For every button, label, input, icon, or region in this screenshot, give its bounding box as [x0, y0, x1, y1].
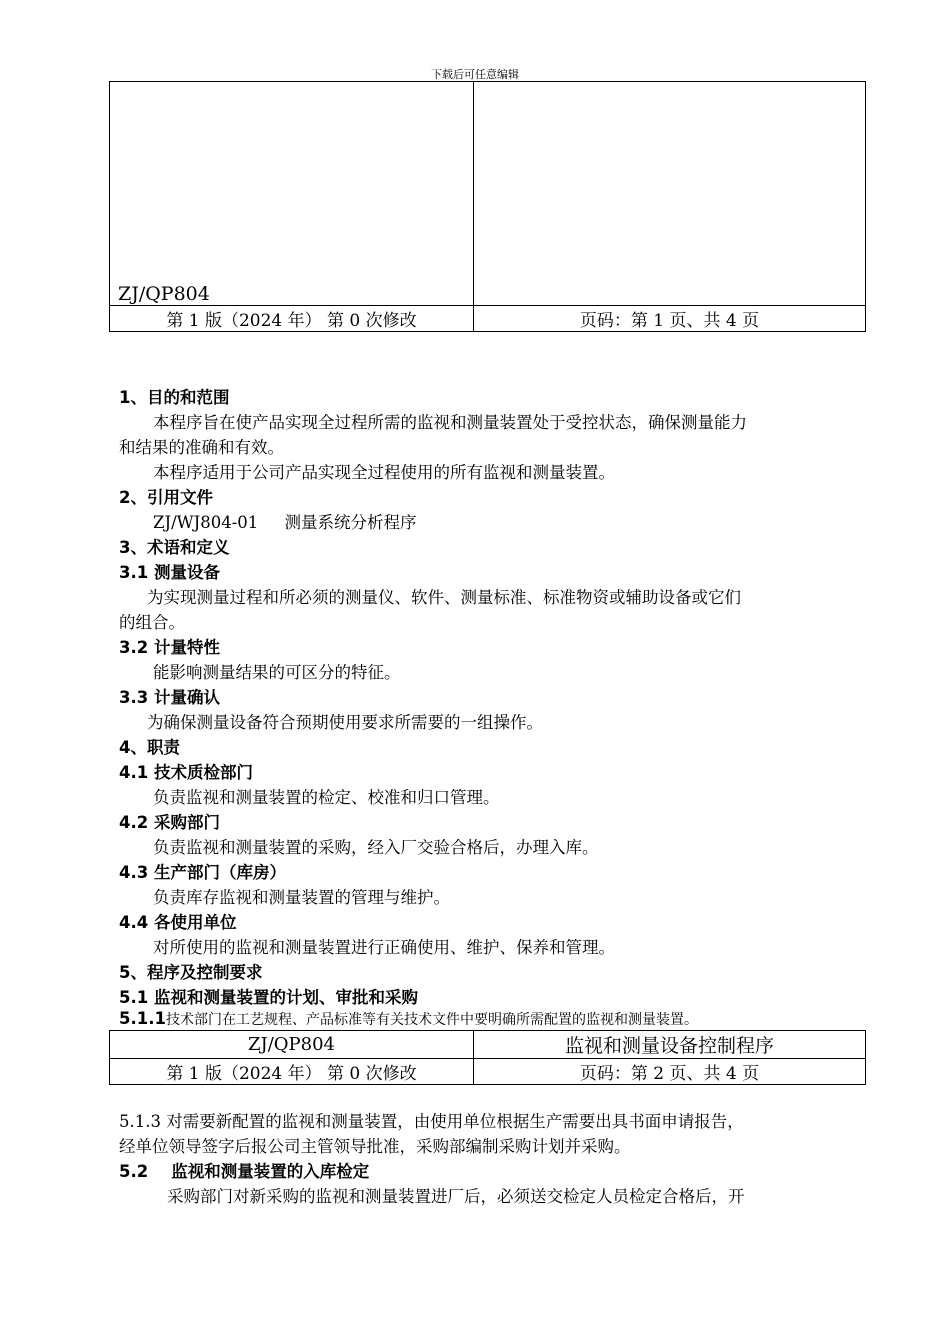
section-2-title: 2、引用文件 [119, 488, 213, 507]
section-3-2-title: 3.2 计量特性 [119, 638, 220, 657]
section-5-2-title: 5.2 监视和测量装置的入库检定 [119, 1162, 370, 1181]
watermark: 下载后可任意编辑 [431, 68, 519, 81]
section-4-4-text: 对所使用的监视和测量装置进行正确使用、维护、保养和管理。 [153, 938, 615, 957]
page-number-cell-2: 页码：第 2 页、共 4 页 [474, 1059, 866, 1085]
section-5-1-1-number: 5.1.1 [119, 1009, 166, 1028]
section-4-title: 4、职责 [119, 738, 180, 757]
header-table-page1 [109, 81, 866, 332]
section-4-3-title: 4.3 生产部门（库房） [119, 863, 286, 882]
section-5-2-text: 采购部门对新采购的监视和测量装置进厂后，必须送交检定人员检定合格后，开 [167, 1187, 745, 1206]
section-3-2-text: 能影响测量结果的可区分的特征。 [153, 663, 401, 682]
page-number-cell: 页码：第 1 页、共 4 页 [474, 306, 866, 332]
section-5-1-title: 5.1 监视和测量装置的计划、审批和采购 [119, 988, 418, 1007]
section-4-1-title: 4.1 技术质检部门 [119, 763, 253, 782]
section-1-para-1-cont: 和结果的准确和有效。 [119, 438, 284, 457]
section-3-title: 3、术语和定义 [119, 538, 230, 557]
section-1-title: 1、目的和范围 [119, 388, 230, 407]
section-4-2-title: 4.2 采购部门 [119, 813, 220, 832]
header-blank-cell [474, 82, 866, 306]
section-5-title: 5、程序及控制要求 [119, 963, 263, 982]
doc-number-cell-2: ZJ/QP804 [110, 1031, 474, 1059]
doc-title-cell: 监视和测量设备控制程序 [474, 1031, 866, 1059]
section-4-4-title: 4.4 各使用单位 [119, 913, 237, 932]
section-1-para-2: 本程序适用于公司产品实现全过程使用的所有监视和测量装置。 [153, 463, 615, 482]
section-3-3-text: 为确保测量设备符合预期使用要求所需要的一组操作。 [147, 713, 543, 732]
section-3-3-title: 3.3 计量确认 [119, 688, 220, 707]
doc-number-cell [110, 82, 474, 306]
section-5-1-1-text: 技术部门在工艺规程、产品标准等有关技术文件中要明确所需配置的监视和测量装置。 [165, 1012, 698, 1028]
section-4-2-text: 负责监视和测量装置的采购，经入厂交验合格后，办理入库。 [153, 838, 599, 857]
doc-number: ZJ/QP804 [118, 283, 210, 305]
edition-cell-2: 第 1 版（2024 年） 第 0 次修改 [110, 1059, 474, 1085]
section-1-para-1: 本程序旨在使产品实现全过程所需的监视和测量装置处于受控状态，确保测量能力 [153, 413, 747, 432]
section-5-1-3-text: 5.1.3 对需要新配置的监视和测量装置，由使用单位根据生产需要出具书面申请报告， [119, 1112, 744, 1131]
section-3-1-text-cont: 的组合。 [119, 613, 185, 632]
section-3-1-text: 为实现测量过程和所必须的测量仪、软件、测量标准、标准物资或辅助设备或它们 [147, 588, 741, 607]
section-4-1-text: 负责监视和测量装置的检定、校准和归口管理。 [153, 788, 500, 807]
section-5-1-1 [119, 1009, 859, 1029]
section-2-reference: ZJ/WJ804-01 测量系统分析程序 [153, 513, 417, 532]
edition-cell: 第 1 版（2024 年） 第 0 次修改 [110, 306, 474, 332]
section-4-3-text: 负责库存监视和测量装置的管理与维护。 [153, 888, 450, 907]
section-3-1-title: 3.1 测量设备 [119, 563, 220, 582]
section-5-1-3-text-cont: 经单位领导签字后报公司主管领导批准，采购部编制采购计划并采购。 [119, 1137, 631, 1156]
header-table-page2 [109, 1030, 866, 1085]
